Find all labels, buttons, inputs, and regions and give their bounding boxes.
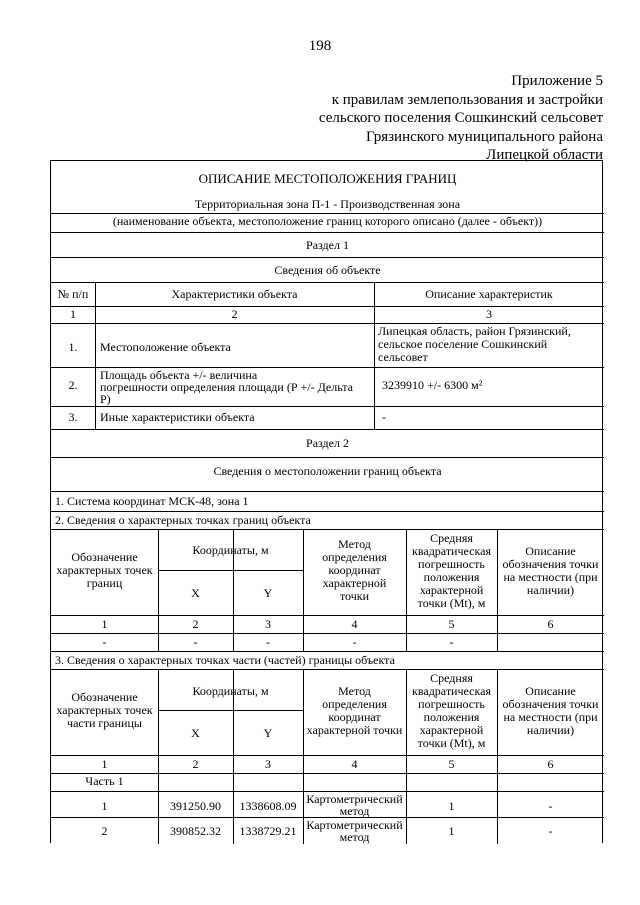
points-heading: 2. Сведения о характерных точках границ объекта	[55, 513, 311, 527]
grid-line	[95, 282, 96, 430]
characteristic-value: -	[382, 410, 386, 424]
characteristic-value: 3239910 +/- 6300 м²	[382, 378, 483, 392]
characteristic-value-line: Липецкая область, район Грязинский,	[378, 324, 571, 338]
header-description-line: наличии)	[526, 723, 575, 737]
zone-caption: (наименование объекта, местоположение границ которого описано (далее - объект))	[112, 214, 543, 228]
method-line: метод	[339, 804, 370, 817]
header-y: Y	[263, 586, 273, 600]
header-description-line: обозначения точки	[502, 557, 599, 571]
header-description-line: на местности (при	[503, 710, 598, 724]
header-method-line: Метод	[338, 537, 371, 551]
column-number: 2	[192, 757, 199, 771]
boundary-description-form	[50, 160, 603, 843]
header-point-line: части границы	[67, 716, 142, 730]
characteristic-value-line: сельское поселение Сошкинский	[378, 337, 548, 351]
appendix-line: Приложение 5	[511, 73, 603, 89]
section-2-subtitle: Сведения о местоположении границ объекта	[213, 464, 442, 478]
column-number: 2	[192, 617, 199, 631]
appendix-header	[319, 72, 603, 165]
header-precision-line: Средняя	[430, 671, 473, 685]
divider	[51, 755, 604, 756]
header-method-line: точки	[339, 589, 370, 603]
divider	[51, 232, 604, 233]
header-precision-line: точки (Mt), м	[417, 736, 486, 750]
header-coordinates: Координаты, м	[192, 543, 269, 557]
characteristic-name: Местоположение объекта	[100, 340, 231, 354]
column-number: 3	[486, 307, 492, 321]
header-description-line: на местности (при	[503, 570, 598, 584]
divider	[51, 457, 604, 458]
header-precision-line: точки (Mt), м	[417, 596, 486, 610]
header-method-line: характерной	[322, 576, 387, 590]
page-number: 198	[308, 38, 332, 54]
part-label: Часть 1	[85, 774, 124, 788]
divider	[51, 511, 604, 512]
header-precision-line: погрешность	[418, 557, 485, 571]
column-number: 6	[547, 617, 554, 631]
column-number: 3	[265, 617, 271, 631]
precision-value: 1	[448, 799, 455, 813]
grid-line	[374, 282, 375, 430]
appendix-line: к правилам землепользования и застройки	[331, 91, 603, 108]
appendix-line: Грязинского муниципального района	[366, 128, 603, 145]
empty-cell: -	[102, 635, 107, 649]
point-number: 1	[101, 799, 108, 813]
divider	[51, 282, 604, 283]
header-method-line: координат	[328, 710, 381, 724]
header-precision-line: характерной	[419, 583, 484, 597]
column-number: 3	[265, 757, 271, 771]
parts-heading: 3. Сведения о характерных точках части (частей) границы объекта	[55, 653, 395, 667]
method-line: метод	[339, 830, 370, 844]
empty-cell: -	[449, 635, 454, 649]
point-description: -	[548, 824, 553, 838]
row-number: 3.	[68, 410, 78, 424]
header-precision-line: характерной	[419, 723, 484, 737]
column-number: 4	[351, 757, 358, 771]
header-point-line: границ	[86, 576, 123, 590]
empty-cell: -	[193, 635, 198, 649]
divider	[158, 710, 303, 711]
method-cell	[304, 818, 405, 844]
header-coordinates: Координаты, м	[192, 684, 269, 698]
header-description-line: наличии)	[526, 583, 575, 597]
characteristic-name: Иные характеристики объекта	[100, 410, 255, 424]
appendix-line: сельского поселения Сошкинский сельсовет	[318, 110, 603, 126]
characteristic-name-cell	[96, 368, 373, 406]
header-precision-line: Средняя	[430, 531, 473, 545]
header-x: X	[191, 586, 200, 600]
divider	[158, 570, 303, 571]
precision-value: 1	[448, 824, 455, 838]
section-1-title: Раздел 1	[306, 238, 349, 252]
header-description-line: Описание	[525, 684, 576, 698]
characteristic-name-line: погрешности определения площади (Р +/- Дельта	[100, 380, 353, 394]
divider	[51, 773, 604, 774]
row-number: 1.	[68, 340, 78, 354]
method-cell	[304, 792, 405, 817]
column-number: 5	[448, 757, 455, 771]
header-row-number: № п/п	[57, 287, 89, 301]
coord-x: 391250.90	[170, 799, 221, 813]
header-method-line: определения	[322, 550, 387, 564]
empty-cell: -	[352, 635, 357, 649]
divider	[51, 529, 604, 530]
column-number: 6	[547, 757, 554, 771]
header-precision-line: погрешность	[418, 697, 485, 711]
header-precision-line: положения	[423, 710, 480, 724]
divider	[51, 669, 604, 670]
empty-cell: -	[266, 635, 270, 649]
divider	[51, 306, 604, 307]
document-title: ОПИСАНИЕ МЕСТОПОЛОЖЕНИЯ ГРАНИЦ	[198, 171, 457, 186]
header-characteristic: Характеристики объекта	[171, 287, 298, 301]
header-method-line: Метод	[338, 684, 371, 698]
method-line: Картометрический	[306, 792, 403, 806]
header-point-line: Обозначение	[71, 690, 138, 704]
divider	[51, 633, 604, 634]
coordinate-system: 1. Система координат МСК-48, зона 1	[55, 494, 249, 508]
coord-y: 1338729.21	[239, 824, 297, 838]
header-precision-line: положения	[423, 570, 480, 584]
divider	[51, 257, 604, 258]
header-description: Описание характеристик	[425, 287, 553, 301]
characteristic-name-line: Р)	[100, 392, 111, 406]
column-number: 4	[351, 617, 358, 631]
column-number: 2	[231, 307, 238, 321]
zone-name: Территориальная зона П-1 - Производственная зона	[194, 197, 461, 211]
point-description: -	[548, 799, 553, 813]
header-precision-line: квадратическая	[412, 544, 491, 558]
header-point-line: Обозначение	[71, 550, 138, 564]
header-precision-line: квадратическая	[412, 684, 491, 698]
column-number: 1	[70, 307, 76, 321]
header-y: Y	[263, 726, 273, 740]
appendix-line: Липецкой области	[486, 147, 603, 163]
point-number: 2	[101, 824, 108, 838]
header-x: X	[191, 726, 200, 740]
column-number: 1	[101, 757, 108, 771]
header-point-line: характерных точек	[56, 563, 153, 577]
divider	[51, 429, 604, 430]
divider	[51, 615, 604, 616]
coord-x: 390852.32	[170, 824, 221, 838]
column-number: 1	[101, 617, 108, 631]
section-1-subtitle: Сведения об объекте	[274, 263, 381, 277]
header-method-line: характерной точки	[306, 723, 403, 737]
column-number: 5	[448, 617, 455, 631]
method-line: Картометрический	[306, 818, 403, 832]
coord-y: 1338608.09	[239, 799, 297, 813]
divider	[51, 406, 604, 407]
header-method-line: определения	[322, 697, 387, 711]
header-description-line: Описание	[525, 544, 576, 558]
section-2-title: Раздел 2	[306, 436, 349, 450]
characteristic-name-line: Площадь объекта +/- величина	[100, 368, 258, 382]
row-number: 2.	[68, 378, 78, 392]
divider	[51, 491, 604, 492]
header-description-line: обозначения точки	[502, 697, 599, 711]
header-method-line: координат	[328, 563, 381, 577]
characteristic-value-line: сельсовет	[378, 350, 428, 364]
header-point-line: характерных точек	[56, 703, 153, 717]
divider	[51, 651, 604, 652]
